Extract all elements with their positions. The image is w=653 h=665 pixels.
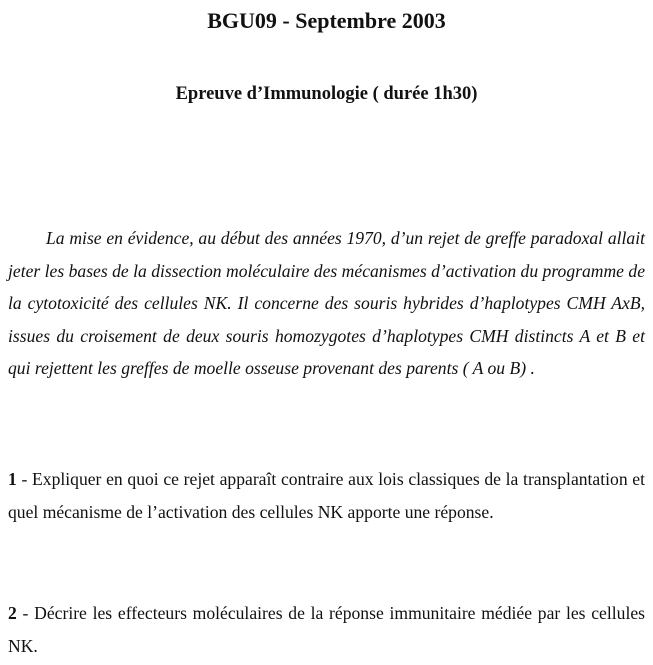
exam-subtitle: Epreuve d’Immunologie ( durée 1h30) xyxy=(175,84,478,104)
question-2-number: 2 xyxy=(8,603,17,623)
page-title: BGU09 - Septembre 2003 xyxy=(207,8,446,33)
question-2-text: - Décrire les effecteurs moléculaires de la réponse immunitaire médiée par les cellules NK. xyxy=(8,603,645,656)
question-1-number: 1 xyxy=(8,469,17,489)
intro-paragraph: La mise en évidence, au début des années 1970, d’un rejet de greffe paradoxal allait jeter les bases de la dissection moléculaire des mécanismes d’activation du programme de la cytotoxicité des cellules NK. Il concerne des souris hybrides d’haplotypes CMH AxB, issues du croisement de deux souris homozygotes d’haplotypes CMH distincts A et B et qui rejettent les greffes de moelle osseuse provenant des parents ( A ou B) . xyxy=(8,228,645,379)
question-2 xyxy=(8,597,645,663)
question-1-text: - Expliquer en quoi ce rejet apparaît contraire aux lois classiques de la transplantation et quel mécanisme de l’activation des cellules NK apporte une réponse. xyxy=(8,469,645,522)
question-1 xyxy=(8,463,645,529)
